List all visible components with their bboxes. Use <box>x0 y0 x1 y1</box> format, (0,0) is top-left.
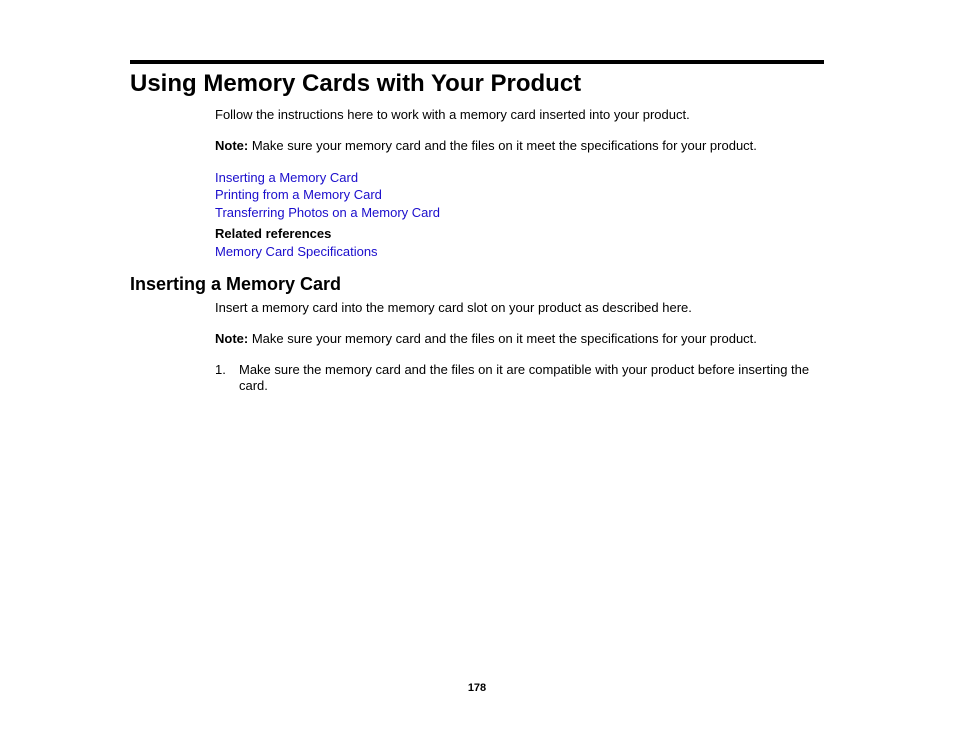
note-paragraph <box>215 138 757 154</box>
subsection-note-text: Make sure your memory card and the files on it meet the specifications for your product. <box>248 331 757 346</box>
top-rule <box>130 60 824 64</box>
subsection-title: Inserting a Memory Card <box>130 274 342 294</box>
link-memory-card-specifications[interactable]: Memory Card Specifications <box>215 244 378 259</box>
link-transferring-photos[interactable]: Transferring Photos on a Memory Card <box>215 205 440 220</box>
link-inserting-memory-card[interactable]: Inserting a Memory Card <box>215 170 359 185</box>
page-title: Using Memory Cards with Your Product <box>130 70 582 97</box>
subsection-intro-text: Insert a memory card into the memory card slot on your product as described here. <box>215 300 692 315</box>
page-number: 178 <box>467 682 487 694</box>
subsection-note-paragraph <box>215 331 757 347</box>
related-references-heading: Related references <box>215 226 332 241</box>
subsection-note-label: Note: <box>215 331 249 346</box>
intro-text: Follow the instructions here to work with a memory card inserted into your product. <box>215 107 690 122</box>
link-printing-from-memory-card[interactable]: Printing from a Memory Card <box>215 187 382 202</box>
note-text: Make sure your memory card and the files on it meet the specifications for your product. <box>248 138 757 153</box>
step-text: Make sure the memory card and the files on it are compatible with your product before inserting the card. <box>239 362 810 393</box>
step-number: 1. <box>215 362 226 377</box>
note-label: Note: <box>215 138 249 153</box>
